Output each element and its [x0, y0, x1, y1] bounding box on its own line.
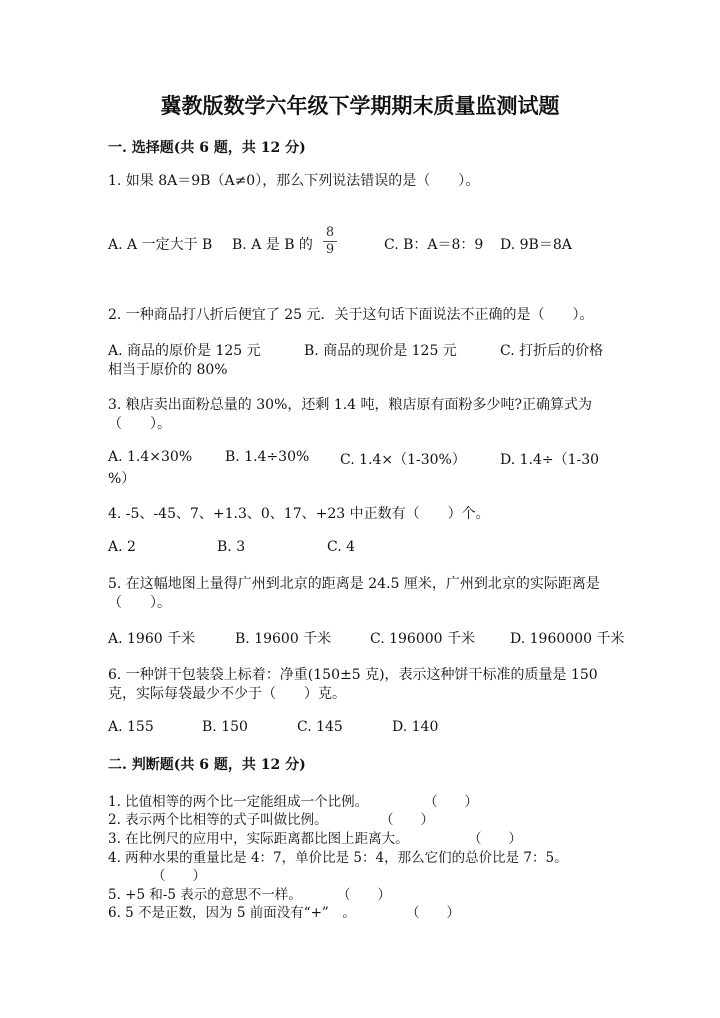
question-6-option-b: B. 150: [202, 719, 248, 735]
question-5-option-b: B. 19600 千米: [235, 631, 332, 647]
question-2-option-b: B. 商品的现价是 125 元: [304, 343, 457, 359]
judgement-item-5-text: 5. +5 和-5 表示的意思不一样。: [108, 887, 302, 903]
fraction-denominator: 9: [325, 242, 335, 257]
question-3-option-b: B. 1.4÷30%: [225, 449, 310, 465]
judgement-item-3-answer-paren: （ ）: [468, 831, 522, 847]
question-5-option-a: A. 1960 千米: [108, 631, 196, 647]
judgement-item-1-answer-paren: （ ）: [424, 794, 478, 810]
judgement-item-6-answer-paren: （ ）: [406, 905, 460, 921]
judgement-item-2-text: 2. 表示两个比相等的式子叫做比例。: [108, 812, 328, 828]
question-2-option-c: C. 打折后的价格: [500, 343, 604, 359]
question-2-option-a: A. 商品的原价是 125 元: [108, 343, 261, 359]
section-heading-choice: 一. 选择题(共 6 题，共 12 分): [108, 140, 306, 156]
question-5-option-d: D. 1960000 千米: [510, 631, 625, 647]
question-3-text-line-1: 3. 粮店卖出面粉总量的 30%，还剩 1.4 吨，粮店原有面粉多少吨?正确算式为: [108, 397, 593, 413]
section-heading-judgement: 二. 判断题(共 6 题，共 12 分): [108, 757, 306, 773]
judgement-item-3-text: 3. 在比例尺的应用中，实际距离都比图上距离大。: [108, 831, 409, 847]
judgement-item-4-answer-paren: （ ）: [152, 868, 206, 884]
question-5-text-line-1: 5. 在这幅地图上量得广州到北京的距离是 24.5 厘米，广州到北京的实际距离是: [108, 576, 600, 592]
question-6-text-line-1: 6. 一种饼干包装袋上标着：净重(150±5 克)，表示这种饼干标准的质量是 150: [108, 667, 598, 683]
question-2-text: 2. 一种商品打八折后便宜了 25 元．关于这句话下面说法不正确的是（ ）。: [108, 307, 594, 323]
judgement-item-2-answer-paren: （ ）: [380, 812, 434, 828]
question-1-option-c: C. B：A＝8：9: [384, 237, 484, 253]
question-4-option-a: A. 2: [108, 539, 136, 555]
question-1-option-b: B. A 是 B 的: [232, 237, 313, 253]
question-6-option-c: C. 145: [297, 719, 343, 735]
question-3-option-d: D. 1.4÷（1-30: [500, 452, 600, 468]
question-3-option-a: A. 1.4×30%: [108, 449, 193, 465]
question-1-option-d: D. 9B＝8A: [500, 237, 572, 253]
question-1-text: 1. 如果 8A＝9B（A≠0），那么下列说法错误的是（ ）。: [108, 173, 480, 189]
question-4-text: 4. -5、-45、7、+1.3、0、17、+23 中正数有（ ）个。: [108, 506, 490, 522]
judgement-item-1-text: 1. 比值相等的两个比一定能组成一个比例。: [108, 794, 369, 810]
fraction-numerator: 8: [325, 225, 335, 240]
question-2-option-continuation: 相当于原价的 80%: [108, 362, 228, 378]
question-3-text-line-2: （ ）。: [108, 416, 171, 432]
question-3-option-c: C. 1.4×（1-30%）: [340, 452, 466, 468]
question-6-text-line-2: 克，实际每袋最少不少于（ ）克。: [108, 686, 346, 702]
question-5-text-line-2: （ ）。: [108, 595, 171, 611]
judgement-item-6-text: 6. 5 不是正数，因为 5 前面没有“+” 。: [108, 905, 356, 921]
judgement-item-5-answer-paren: （ ）: [337, 887, 391, 903]
question-3-option-continuation: %）: [108, 471, 136, 487]
question-6-option-d: D. 140: [392, 719, 439, 735]
question-1-option-a: A. A 一定大于 B: [108, 237, 213, 253]
question-5-option-c: C. 196000 千米: [370, 631, 476, 647]
page-title: 冀教版数学六年级下学期期末质量监测试题: [160, 93, 560, 118]
question-6-option-a: A. 155: [108, 719, 154, 735]
fraction-eight-ninths: [323, 226, 337, 257]
question-4-option-b: B. 3: [217, 539, 246, 555]
judgement-item-4-text: 4. 两种水果的重量比是 4：7，单价比是 5：4，那么它们的总价比是 7：5。: [108, 850, 568, 866]
question-4-option-c: C. 4: [327, 539, 356, 555]
